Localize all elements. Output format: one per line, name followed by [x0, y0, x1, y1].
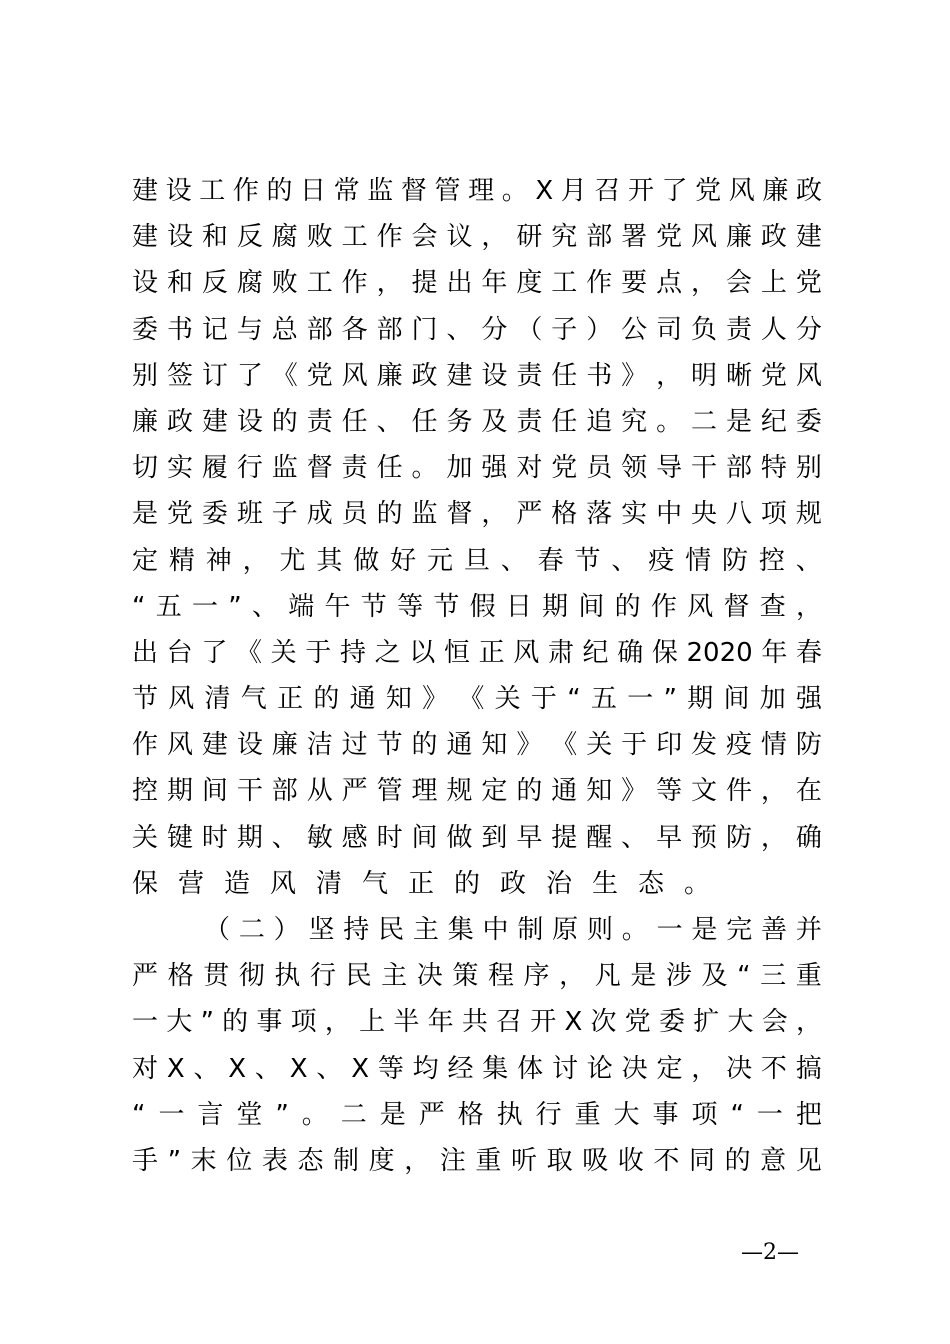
body-text [132, 168, 822, 1184]
text-line: 建 设 工 作 的 日 常 监 督 管 理 。 X 月 召 开 了 党 风 廉 政 [132, 176, 822, 206]
text-line: “ 五 一 ” 、 端 午 节 等 节 假 日 期 间 的 作 风 督 查 ， [132, 591, 822, 622]
text-line: 廉 政 建 设 的 责 任 、 任 务 及 责 任 追 究 。 二 是 纪 委 [132, 406, 822, 437]
text-line: 严 格 贯 彻 执 行 民 主 决 策 程 序 ， 凡 是 涉 及 “ 三 重 [132, 961, 822, 992]
text-line: 建 设 和 反 腐 败 工 作 会 议 ， 研 究 部 署 党 风 廉 政 建 [132, 222, 822, 253]
text-line-section-heading: （ 二 ） 坚 持 民 主 集 中 制 原 则 。 一 是 完 善 并 [204, 915, 822, 945]
text-line: 是 党 委 班 子 成 员 的 监 督 ， 严 格 落 实 中 央 八 项 规 [132, 499, 822, 530]
text-line: 出 台 了 《 关 于 持 之 以 恒 正 风 肃 纪 确 保 2020 年 春 [132, 637, 822, 668]
text-line: 委 书 记 与 总 部 各 部 门 、 分 （ 子 ） 公 司 负 责 人 分 [132, 314, 822, 345]
text-line: 对 X 、 X 、 X 、 X 等 均 经 集 体 讨 论 决 定 ， 决 不 搞 [132, 1053, 822, 1084]
text-line: 一 大 ” 的 事 项 ， 上 半 年 共 召 开 X 次 党 委 扩 大 会 ， [132, 1007, 822, 1038]
text-line: “ 一 言 堂 ” 。 二 是 严 格 执 行 重 大 事 项 “ 一 把 [132, 1099, 822, 1130]
text-line: 关 键 时 期 、 敏 感 时 间 做 到 早 提 醒 、 早 预 防 ， 确 [132, 822, 822, 853]
page-number: —2— [741, 1240, 799, 1265]
text-line: 作 风 建 设 廉 洁 过 节 的 通 知 》 《 关 于 印 发 疫 情 防 [132, 730, 822, 761]
text-line: 切 实 履 行 监 督 责 任 。 加 强 对 党 员 领 导 干 部 特 别 [132, 453, 822, 484]
text-line: 别 签 订 了 《 党 风 廉 政 建 设 责 任 书 》 ， 明 晰 党 风 [132, 360, 822, 391]
text-line: 设 和 反 腐 败 工 作 ， 提 出 年 度 工 作 要 点 ， 会 上 党 [132, 268, 822, 299]
text-line-paragraph-end: 保营造风清气正的政治生态。 [132, 868, 731, 899]
text-line: 定 精 神 ， 尤 其 做 好 元 旦 、 春 节 、 疫 情 防 控 、 [132, 545, 822, 576]
text-line: 控 期 间 干 部 从 严 管 理 规 定 的 通 知 》 等 文 件 ， 在 [132, 776, 822, 807]
text-line: 节 风 清 气 正 的 通 知 》 《 关 于 “ 五 一 ” 期 间 加 强 [132, 684, 822, 715]
text-line: 手 ” 末 位 表 态 制 度 ， 注 重 听 取 吸 收 不 同 的 意 见 [132, 1145, 822, 1176]
